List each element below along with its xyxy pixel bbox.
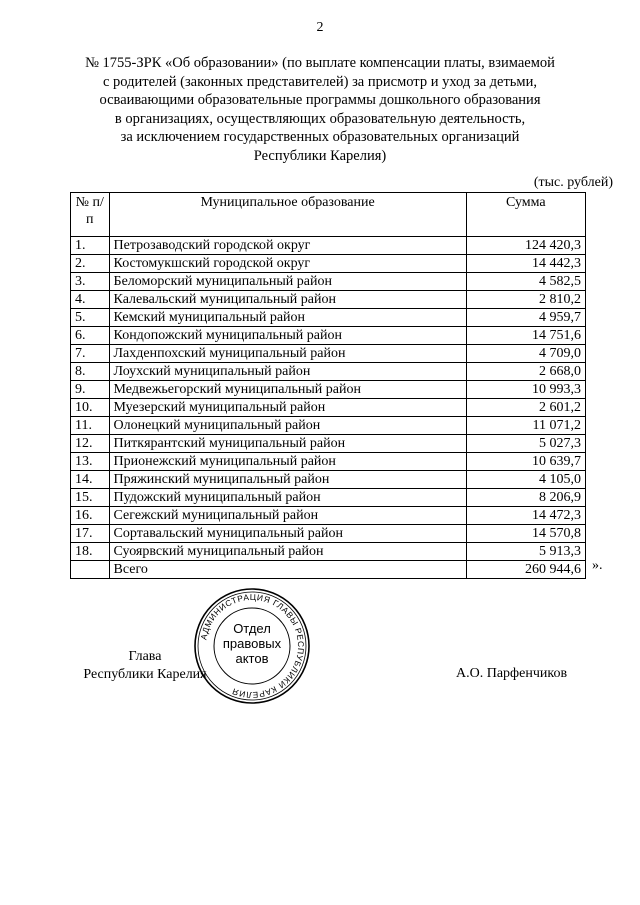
table-row	[71, 399, 586, 417]
row-amount: 14 570,8	[466, 525, 585, 543]
row-amount: 260 944,6	[466, 561, 585, 579]
row-number	[71, 561, 110, 579]
stamp-ring-text: АДМИНИСТРАЦИЯ ГЛАВЫ РЕСПУБЛИКИ КАРЕЛИЯ	[198, 591, 307, 701]
row-municipality: Беломорский муниципальный район	[109, 273, 466, 291]
table-row	[71, 543, 586, 561]
row-amount: 4 105,0	[466, 471, 585, 489]
header-num: № п/п	[71, 193, 110, 237]
row-number: 17.	[71, 525, 110, 543]
row-amount: 10 639,7	[466, 453, 585, 471]
table-row	[71, 471, 586, 489]
row-municipality: Петрозаводский городской округ	[109, 237, 466, 255]
row-number: 13.	[71, 453, 110, 471]
row-amount: 11 071,2	[466, 417, 585, 435]
row-amount: 4 709,0	[466, 345, 585, 363]
closing-quote: ».	[592, 558, 603, 573]
table-row	[71, 489, 586, 507]
row-municipality: Лахденпохский муниципальный район	[109, 345, 466, 363]
signatory-title-line: Республики Карелия	[83, 667, 207, 682]
row-municipality: Пудожский муниципальный район	[109, 489, 466, 507]
row-amount: 4 582,5	[466, 273, 585, 291]
row-municipality: Сортавальский муниципальный район	[109, 525, 466, 543]
row-number: 1.	[71, 237, 110, 255]
table-row	[71, 525, 586, 543]
row-number: 8.	[71, 363, 110, 381]
row-amount: 14 751,6	[466, 327, 585, 345]
table-row	[71, 273, 586, 291]
row-amount: 2 601,2	[466, 399, 585, 417]
table-row	[71, 417, 586, 435]
distribution-table	[70, 192, 586, 579]
heading-line: с родителей (законных представителей) за присмотр и уход за детьми,	[103, 73, 537, 90]
row-number: 10.	[71, 399, 110, 417]
row-municipality: Лоухский муниципальный район	[109, 363, 466, 381]
table-row	[71, 381, 586, 399]
row-municipality: Питкярантский муниципальный район	[109, 435, 466, 453]
row-amount: 10 993,3	[466, 381, 585, 399]
official-stamp	[192, 586, 312, 706]
document-heading	[60, 54, 580, 165]
row-amount: 4 959,7	[466, 309, 585, 327]
row-municipality: Кемский муниципальный район	[109, 309, 466, 327]
row-municipality: Калевальский муниципальный район	[109, 291, 466, 309]
row-amount: 14 442,3	[466, 255, 585, 273]
signatory-name: А.О. Парфенчиков	[456, 666, 568, 681]
row-amount: 5 027,3	[466, 435, 585, 453]
row-number: 15.	[71, 489, 110, 507]
row-municipality: Всего	[109, 561, 466, 579]
row-number: 12.	[71, 435, 110, 453]
row-number: 18.	[71, 543, 110, 561]
row-amount: 5 913,3	[466, 543, 585, 561]
unit-note: (тыс. рублей)	[533, 175, 613, 190]
row-municipality: Суоярвский муниципальный район	[109, 543, 466, 561]
row-municipality: Костомукшский городской округ	[109, 255, 466, 273]
table-row	[71, 453, 586, 471]
heading-line: в организациях, осуществляющих образовательную деятельность,	[114, 110, 526, 127]
row-amount: 8 206,9	[466, 489, 585, 507]
row-number: 3.	[71, 273, 110, 291]
row-municipality: Пряжинский муниципальный район	[109, 471, 466, 489]
table-row	[71, 291, 586, 309]
row-number: 4.	[71, 291, 110, 309]
heading-line: № 1755-ЗРК «Об образовании» (по выплате компенсации платы, взимаемой	[85, 55, 555, 71]
row-amount: 124 420,3	[466, 237, 585, 255]
row-amount: 2 668,0	[466, 363, 585, 381]
row-amount: 14 472,3	[466, 507, 585, 525]
heading-line: Республики Карелия)	[253, 147, 387, 164]
row-municipality: Кондопожский муниципальный район	[109, 327, 466, 345]
table-row	[71, 327, 586, 345]
signatory-title-line: Глава	[128, 649, 162, 664]
row-municipality: Муезерский муниципальный район	[109, 399, 466, 417]
table-row	[71, 363, 586, 381]
row-number: 9.	[71, 381, 110, 399]
table-header-row	[71, 193, 586, 237]
row-municipality: Олонецкий муниципальный район	[109, 417, 466, 435]
heading-line: за исключением государственных образовательных организаций	[120, 129, 520, 145]
row-municipality: Прионежский муниципальный район	[109, 453, 466, 471]
header-name: Муниципальное образование	[109, 193, 466, 237]
header-sum: Сумма	[466, 193, 585, 237]
row-municipality: Медвежьегорский муниципальный район	[109, 381, 466, 399]
row-amount: 2 810,2	[466, 291, 585, 309]
row-number: 7.	[71, 345, 110, 363]
stamp-center-line: актов	[235, 651, 269, 666]
page-number: 2	[316, 20, 324, 35]
table-row	[71, 435, 586, 453]
table-row	[71, 237, 586, 255]
row-number: 11.	[71, 417, 110, 435]
row-number: 2.	[71, 255, 110, 273]
table-row	[71, 255, 586, 273]
row-number: 5.	[71, 309, 110, 327]
stamp-center-line: правовых	[222, 636, 282, 651]
heading-line: осваивающими образовательные программы дошкольного образования	[99, 92, 541, 108]
table-row	[71, 507, 586, 525]
table-row	[71, 345, 586, 363]
table-total-row	[71, 561, 586, 579]
row-number: 6.	[71, 327, 110, 345]
row-number: 14.	[71, 471, 110, 489]
stamp-center-line: Отдел	[233, 621, 271, 636]
table-body	[71, 237, 586, 579]
table-row	[71, 309, 586, 327]
row-municipality: Сегежский муниципальный район	[109, 507, 466, 525]
row-number: 16.	[71, 507, 110, 525]
